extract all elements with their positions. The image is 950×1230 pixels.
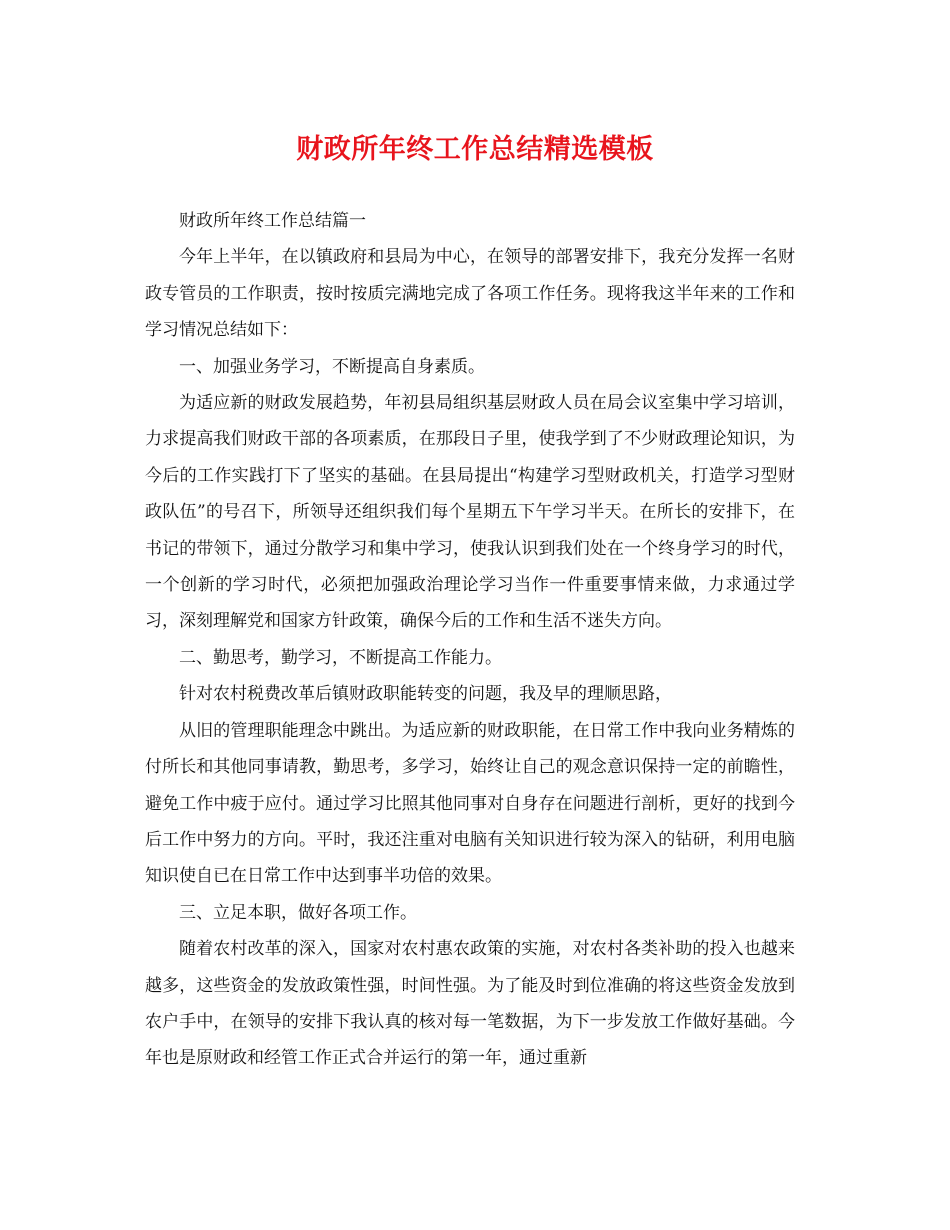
- paragraph: 随着农村改革的深入，国家对农村惠农政策的实施，对农村各类补助的投入也越来越多，这些资金的发放政策性强，时间性强。为了能及时到位准确的将这些资金发放到农户手中，在领导的安排下我认真的核对每一笔数据，为下一步发放工作做好基础。今年也是原财政和经管工作正式合并运行的第一年，通过重新: [145, 939, 795, 1069]
- paragraph: 从旧的管理职能理念中跳出。为适应新的财政职能，在日常工作中我向业务精炼的付所长和其他同事请教，勤思考，多学习，始终让自己的观念意识保持一定的前瞻性，避免工作中疲于应付。通过学习比照其他同事对自身存在问题进行剖析，更好的找到今后工作中努力的方向。平时，我还注重对电脑有关知识进行较为深入的钻研，利用电脑知识使自已在日常工作中达到事半功倍的效果。: [145, 720, 795, 887]
- document-body: [145, 203, 795, 1077]
- section-heading: 三、立足本职，做好各项工作。: [179, 902, 417, 923]
- paragraph: 为适应新的财政发展趋势，年初县局组织基层财政人员在局会议室集中学习培训，力求提高我们财政干部的各项素质，在那段日子里，使我学到了不少财政理论知识，为今后的工作实践打下了坚实的基础。在县局提出“构建学习型财政机关，打造学习型财政队伍”的号召下，所领导还组织我们每个星期五下午学习半天。在所长的安排下，在书记的带领下，通过分散学习和集中学习，使我认识到我们处在一个终身学习的时代，一个创新的学习时代，必须把加强政治理论学习当作一件重要事情来做，力求通过学习，深刻理解党和国家方针政策，确保今后的工作和生活不迷失方向。: [145, 393, 795, 632]
- section-heading: 财政所年终工作总结篇一: [179, 211, 366, 231]
- document-title: 财政所年终工作总结精选模板: [296, 134, 654, 165]
- paragraph: 针对农村税费改革后镇财政职能转变的问题，我及早的理顺思路，: [179, 684, 672, 705]
- section-heading: 二、勤思考，勤学习，不断提高工作能力。: [179, 647, 502, 668]
- paragraph: 今年上半年，在以镇政府和县局为中心，在领导的部署安排下，我充分发挥一名财政专管员的工作职责，按时按质完满地完成了各项工作任务。现将我这半年来的工作和学习情况总结如下：: [145, 247, 795, 341]
- section-heading: 一、加强业务学习，不断提高自身素质。: [179, 356, 485, 377]
